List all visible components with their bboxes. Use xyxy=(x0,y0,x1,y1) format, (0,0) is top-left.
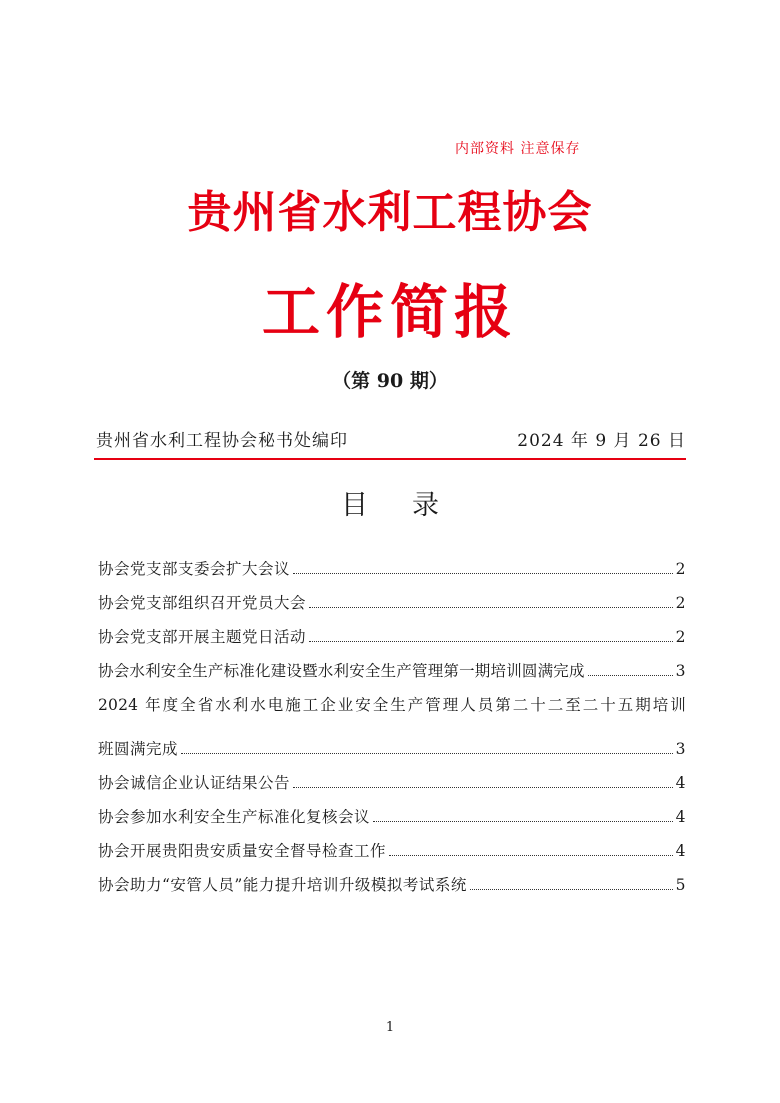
toc-item-page: 4 xyxy=(675,842,686,860)
red-divider xyxy=(94,458,686,460)
confidential-notice: 内部资料 注意保存 xyxy=(455,141,581,157)
toc-leader-dots xyxy=(293,573,673,574)
edit-line xyxy=(96,428,686,454)
publish-date: 2024 年 9 月 26 日 xyxy=(517,431,686,451)
toc-item[interactable] xyxy=(98,689,686,765)
toc-leader-dots xyxy=(309,607,673,608)
toc-leader-dots xyxy=(293,787,673,788)
toc-item[interactable] xyxy=(98,621,686,653)
toc-item[interactable] xyxy=(98,869,686,901)
toc-item-page: 3 xyxy=(675,662,686,680)
toc-item-page: 3 xyxy=(675,740,686,758)
issue-number: （第 90 期） xyxy=(332,370,448,392)
toc-item-page: 5 xyxy=(675,876,686,894)
toc-item-page: 4 xyxy=(675,808,686,826)
editor-name: 贵州省水利工程协会秘书处编印 xyxy=(96,431,348,451)
toc-item-page: 2 xyxy=(675,560,686,578)
toc-item[interactable] xyxy=(98,801,686,833)
toc-leader-dots xyxy=(588,675,673,676)
bulletin-title: 工作简报 xyxy=(261,278,518,346)
toc-item-title: 2024 年度全省水利水电施工企业安全生产管理人员第二十二至二十五期培训 xyxy=(98,696,686,714)
toc-leader-dots xyxy=(389,855,673,856)
toc-item[interactable] xyxy=(98,553,686,585)
toc-item[interactable] xyxy=(98,835,686,867)
organization-title: 贵州省水利工程协会 xyxy=(187,187,593,238)
table-of-contents xyxy=(98,553,686,901)
toc-item-title: 协会党支部组织召开党员大会 xyxy=(98,594,307,612)
toc-item-title: 协会开展贵阳贵安质量安全督导检查工作 xyxy=(98,842,387,860)
toc-item[interactable] xyxy=(98,655,686,687)
toc-leader-dots xyxy=(181,753,673,754)
toc-leader-dots xyxy=(470,889,673,890)
toc-leader-dots xyxy=(309,641,673,642)
toc-heading: 目录 xyxy=(341,490,483,521)
toc-item-page: 4 xyxy=(675,774,686,792)
toc-item-title: 协会助力“安管人员”能力提升培训升级模拟考试系统 xyxy=(98,876,467,894)
toc-item-title: 协会水利安全生产标准化建设暨水利安全生产管理第一期培训圆满完成 xyxy=(98,662,585,680)
toc-item-title: 协会党支部开展主题党日活动 xyxy=(98,628,307,646)
toc-item[interactable] xyxy=(98,587,686,619)
toc-item-title-continued: 班圆满完成 xyxy=(98,740,179,758)
toc-item-title: 协会参加水利安全生产标准化复核会议 xyxy=(98,808,371,826)
toc-leader-dots xyxy=(373,821,673,822)
page-number: 1 xyxy=(385,1020,395,1035)
toc-item-title: 协会党支部支委会扩大会议 xyxy=(98,560,291,578)
toc-item-page: 2 xyxy=(675,628,686,646)
toc-item-page: 2 xyxy=(675,594,686,612)
toc-item-title: 协会诚信企业认证结果公告 xyxy=(98,774,291,792)
toc-item[interactable] xyxy=(98,767,686,799)
